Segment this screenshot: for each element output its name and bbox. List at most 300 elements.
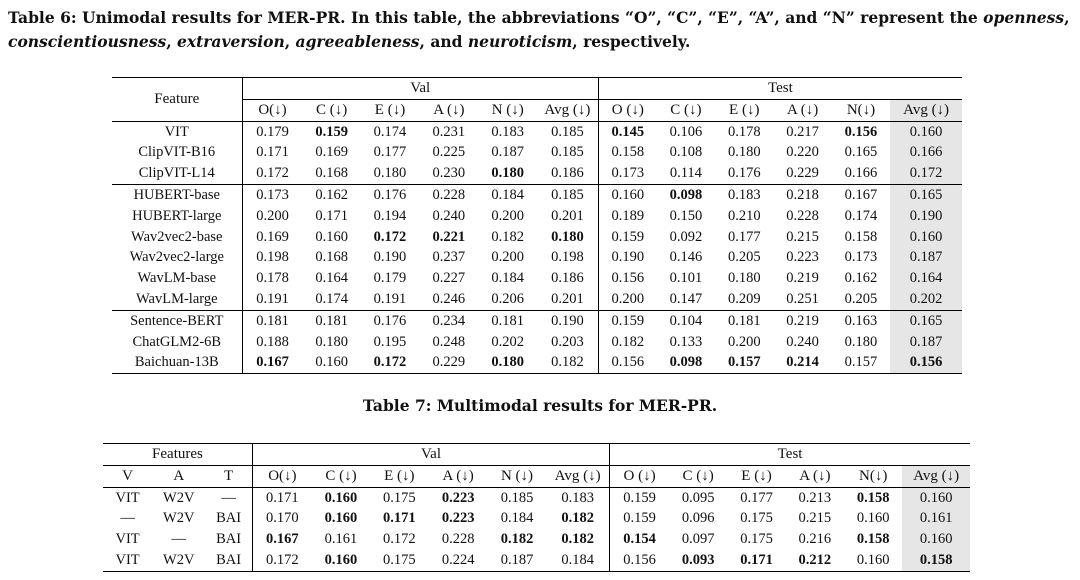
cell-value: 0.228	[432, 186, 466, 203]
test-cell	[890, 352, 962, 373]
cell-value: 0.178	[727, 123, 761, 140]
visual-feature: VIT	[115, 531, 140, 548]
val-cell	[537, 227, 598, 248]
cell-value: 0.095	[681, 489, 715, 506]
val-cell	[546, 550, 609, 571]
cell-value: 0.158	[611, 144, 645, 161]
val-cell	[302, 121, 360, 142]
val-cell	[242, 184, 302, 205]
cell-value: 0.185	[500, 489, 534, 506]
val-cell	[537, 184, 598, 205]
cell-value: 0.168	[315, 249, 348, 266]
cell-value: 0.104	[669, 312, 703, 329]
visual-feature: VIT	[115, 551, 140, 568]
cell-value: 0.185	[551, 123, 584, 140]
cell-value: 0.203	[551, 333, 584, 350]
test-cell	[832, 163, 890, 184]
cell-value: 0.167	[256, 354, 289, 371]
cell-value: 0.173	[256, 186, 289, 203]
cell-value: 0.202	[491, 333, 525, 350]
table7-test-col-header: E (↓)	[741, 467, 772, 484]
val-cell	[488, 487, 546, 508]
cell-value: 0.219	[786, 312, 819, 329]
table6-unimodal-results	[112, 77, 962, 374]
cell-value: 0.172	[909, 165, 943, 182]
cell-value: 0.219	[786, 270, 819, 287]
val-cell	[312, 508, 370, 529]
visual-feature: VIT	[115, 489, 140, 506]
test-cell	[832, 142, 890, 163]
test-cell	[773, 184, 831, 205]
cell-value: 0.176	[727, 165, 761, 182]
test-cell	[832, 352, 890, 373]
table6-test-col-header: A (↓)	[786, 101, 819, 118]
cell-value: 0.183	[727, 186, 761, 203]
val-cell	[361, 268, 419, 289]
cell-value: 0.194	[373, 207, 407, 224]
test-cell	[715, 142, 773, 163]
feature-name: ChatGLM2-6B	[112, 332, 242, 353]
test-cell	[610, 550, 669, 571]
val-cell	[242, 247, 302, 268]
test-cell	[773, 289, 831, 310]
cell-value: 0.175	[382, 551, 416, 568]
cell-value: 0.146	[669, 249, 703, 266]
cell-value: 0.180	[315, 333, 348, 350]
cell-value: 0.184	[491, 186, 525, 203]
test-cell	[773, 268, 831, 289]
table7-feature-col-header: A	[173, 467, 185, 484]
val-cell	[546, 487, 609, 508]
cell-value: 0.182	[500, 531, 534, 548]
cell-value: 0.180	[727, 144, 761, 161]
cell-value: 0.223	[441, 489, 475, 506]
cell-value: 0.206	[491, 290, 525, 307]
table7-val-col-header: N (↓)	[500, 467, 534, 484]
cell-value: 0.164	[909, 270, 943, 287]
val-cell	[537, 142, 598, 163]
val-cell	[419, 142, 478, 163]
test-cell	[890, 289, 962, 310]
val-cell	[479, 206, 537, 227]
val-cell	[419, 247, 478, 268]
val-cell	[312, 487, 370, 508]
cell-value: 0.228	[786, 207, 819, 224]
cell-value: 0.166	[909, 144, 943, 161]
table6-test-header: Test	[598, 78, 962, 100]
test-cell	[657, 352, 715, 373]
cell-value: 0.224	[441, 551, 475, 568]
cell-value: 0.164	[315, 270, 348, 287]
cell-value: 0.200	[491, 207, 525, 224]
cell-value: 0.218	[786, 186, 819, 203]
test-cell	[773, 352, 831, 373]
val-cell	[252, 508, 311, 529]
val-cell	[302, 247, 360, 268]
cell-value: 0.186	[551, 165, 584, 182]
test-cell	[657, 121, 715, 142]
text-feature: —	[205, 487, 252, 508]
cell-value: 0.202	[909, 290, 943, 307]
table6-test-col-header: N(↓)	[846, 101, 876, 118]
cell-value: 0.160	[909, 123, 943, 140]
test-cell	[715, 163, 773, 184]
cell-value: 0.180	[373, 165, 407, 182]
cell-value: 0.168	[315, 165, 348, 182]
cell-value: 0.181	[315, 312, 348, 329]
val-cell	[419, 268, 478, 289]
table-row	[103, 529, 970, 550]
cell-value: 0.159	[611, 312, 645, 329]
test-cell	[786, 487, 844, 508]
test-cell	[773, 163, 831, 184]
cell-value: 0.173	[844, 249, 878, 266]
cell-value: 0.159	[623, 489, 656, 506]
test-cell	[715, 268, 773, 289]
cell-value: 0.177	[373, 144, 407, 161]
cell-value: 0.156	[623, 551, 656, 568]
test-cell	[890, 184, 962, 205]
val-cell	[546, 508, 609, 529]
test-cell	[715, 121, 773, 142]
val-cell	[242, 310, 302, 331]
feature-name: WavLM-large	[112, 289, 242, 310]
cell-value: 0.106	[669, 123, 703, 140]
table7-val-col-header: C (↓)	[325, 467, 357, 484]
table7-caption: Table 7: Multimodal results for MER-PR.	[362, 396, 718, 415]
cell-value: 0.184	[491, 270, 525, 287]
cell-value: 0.158	[844, 228, 878, 245]
val-cell	[302, 163, 360, 184]
test-cell	[598, 227, 656, 248]
table7-test-header: Test	[610, 444, 970, 466]
test-cell	[890, 268, 962, 289]
cell-value: 0.174	[844, 207, 878, 224]
cell-value: 0.184	[500, 510, 534, 527]
cell-value: 0.248	[432, 333, 466, 350]
feature-name: Sentence-BERT	[112, 310, 242, 331]
val-cell	[312, 550, 370, 571]
cell-value: 0.092	[669, 228, 703, 245]
cell-value: 0.160	[856, 551, 890, 568]
cell-value: 0.160	[324, 551, 358, 568]
test-cell	[657, 289, 715, 310]
val-cell	[242, 206, 302, 227]
cell-value: 0.175	[740, 531, 773, 548]
test-cell	[786, 529, 844, 550]
val-cell	[302, 142, 360, 163]
table7-test-col-header: A (↓)	[799, 467, 831, 484]
cell-value: 0.177	[727, 228, 761, 245]
test-cell	[773, 227, 831, 248]
table7-test-col-header: N(↓)	[859, 467, 888, 484]
cell-value: 0.159	[315, 123, 348, 140]
table7-feature-col-header: T	[205, 465, 252, 487]
test-cell	[657, 227, 715, 248]
cell-value: 0.227	[432, 270, 466, 287]
cell-value: 0.163	[844, 312, 878, 329]
test-cell	[598, 310, 656, 331]
test-cell	[832, 247, 890, 268]
cell-value: 0.160	[919, 489, 953, 506]
cell-value: 0.098	[669, 354, 703, 371]
val-cell	[537, 289, 598, 310]
table6-val-col-header: E (↓)	[374, 101, 406, 118]
val-cell	[419, 163, 478, 184]
cell-value: 0.161	[919, 510, 953, 527]
cell-value: 0.158	[856, 531, 890, 548]
cell-value: 0.182	[491, 228, 525, 245]
cell-value: 0.160	[611, 186, 645, 203]
test-cell	[890, 142, 962, 163]
test-cell	[715, 184, 773, 205]
test-cell	[657, 332, 715, 353]
cell-value: 0.157	[844, 354, 878, 371]
cell-value: 0.166	[844, 165, 878, 182]
test-cell	[890, 227, 962, 248]
cell-value: 0.158	[856, 489, 890, 506]
cell-value: 0.165	[909, 186, 943, 203]
val-cell	[419, 121, 478, 142]
val-cell	[242, 121, 302, 142]
cell-value: 0.176	[373, 186, 407, 203]
test-cell	[890, 121, 962, 142]
test-cell	[657, 184, 715, 205]
test-cell	[902, 550, 970, 571]
audio-feature: —	[171, 531, 186, 548]
val-cell	[370, 550, 428, 571]
table7-val-col-header: Avg (↓)	[546, 465, 609, 487]
cell-value: 0.212	[798, 551, 832, 568]
val-cell	[428, 487, 487, 508]
val-cell	[252, 529, 311, 550]
val-cell	[546, 529, 609, 550]
val-cell	[419, 310, 478, 331]
cell-value: 0.181	[727, 312, 761, 329]
cell-value: 0.167	[266, 531, 299, 548]
val-cell	[419, 184, 478, 205]
table-row	[103, 487, 970, 508]
cell-value: 0.159	[623, 510, 656, 527]
cell-value: 0.180	[844, 333, 878, 350]
cell-value: 0.246	[432, 290, 466, 307]
val-cell	[361, 352, 419, 373]
val-cell	[537, 121, 598, 142]
cell-value: 0.174	[373, 123, 407, 140]
test-cell	[890, 206, 962, 227]
cell-value: 0.200	[491, 249, 525, 266]
cell-value: 0.177	[740, 489, 773, 506]
test-cell	[715, 206, 773, 227]
cell-value: 0.156	[611, 354, 645, 371]
feature-name: WavLM-base	[112, 268, 242, 289]
test-cell	[598, 184, 656, 205]
test-cell	[715, 310, 773, 331]
cell-value: 0.213	[798, 489, 832, 506]
val-cell	[479, 247, 537, 268]
cell-value: 0.191	[256, 290, 289, 307]
table-row	[112, 206, 962, 227]
cell-value: 0.097	[681, 531, 715, 548]
val-cell	[537, 268, 598, 289]
val-cell	[302, 206, 360, 227]
val-cell	[428, 550, 487, 571]
feature-name: Baichuan-13B	[112, 352, 242, 373]
val-cell	[419, 352, 478, 373]
table-row	[112, 121, 962, 142]
cell-value: 0.160	[919, 531, 953, 548]
cell-value: 0.187	[909, 249, 943, 266]
cell-value: 0.167	[844, 186, 878, 203]
test-cell	[598, 206, 656, 227]
val-cell	[479, 227, 537, 248]
test-cell	[669, 550, 727, 571]
test-cell	[669, 508, 727, 529]
cell-value: 0.220	[786, 144, 819, 161]
val-cell	[537, 310, 598, 331]
test-cell	[786, 508, 844, 529]
cell-value: 0.114	[669, 165, 702, 182]
cell-value: 0.158	[919, 551, 953, 568]
val-cell	[242, 142, 302, 163]
val-cell	[361, 184, 419, 205]
table-row	[103, 508, 970, 529]
cell-value: 0.189	[611, 207, 645, 224]
cell-value: 0.186	[551, 270, 584, 287]
cell-value: 0.171	[740, 551, 773, 568]
table6-caption: Table 6: Unimodal results for MER-PR. In this table, the abbreviations “O”, “C”, “E”, “A”, and “N” represent the openness, conscientiousness, extraversion, agreeableness, and neuroticism, respectively.	[8, 8, 1070, 51]
cell-value: 0.251	[786, 290, 819, 307]
table7-val-col-header: A (↓)	[442, 467, 474, 484]
table-row	[112, 163, 962, 184]
cell-value: 0.180	[491, 165, 525, 182]
test-cell	[669, 529, 727, 550]
cell-value: 0.160	[315, 228, 348, 245]
audio-feature: W2V	[163, 551, 195, 568]
cell-value: 0.171	[266, 489, 299, 506]
cell-value: 0.183	[491, 123, 525, 140]
val-cell	[361, 227, 419, 248]
cell-value: 0.156	[909, 354, 943, 371]
cell-value: 0.108	[669, 144, 703, 161]
cell-value: 0.145	[611, 123, 645, 140]
test-cell	[832, 227, 890, 248]
cell-value: 0.180	[727, 270, 761, 287]
test-cell	[657, 142, 715, 163]
val-cell	[479, 142, 537, 163]
cell-value: 0.210	[727, 207, 761, 224]
cell-value: 0.179	[256, 123, 289, 140]
cell-value: 0.171	[256, 144, 289, 161]
val-cell	[242, 268, 302, 289]
val-cell	[479, 352, 537, 373]
test-cell	[832, 268, 890, 289]
test-cell	[832, 206, 890, 227]
text-feature: BAI	[205, 550, 252, 571]
cell-value: 0.187	[500, 551, 534, 568]
cell-value: 0.223	[786, 249, 819, 266]
cell-value: 0.159	[611, 228, 645, 245]
val-cell	[537, 247, 598, 268]
val-cell	[370, 529, 428, 550]
val-cell	[370, 508, 428, 529]
feature-name: VIT	[112, 121, 242, 142]
test-cell	[773, 332, 831, 353]
test-cell	[727, 529, 785, 550]
val-cell	[428, 529, 487, 550]
cell-value: 0.133	[669, 333, 703, 350]
cell-value: 0.178	[256, 270, 289, 287]
val-cell	[479, 310, 537, 331]
cell-value: 0.160	[909, 228, 943, 245]
test-cell	[598, 332, 656, 353]
feature-name: Wav2vec2-large	[112, 247, 242, 268]
table-row	[112, 310, 962, 331]
cell-value: 0.162	[844, 270, 878, 287]
cell-value: 0.191	[373, 290, 407, 307]
cell-value: 0.176	[373, 312, 407, 329]
val-cell	[419, 227, 478, 248]
test-cell	[610, 508, 669, 529]
val-cell	[361, 247, 419, 268]
cell-value: 0.169	[315, 144, 348, 161]
cell-value: 0.171	[315, 207, 348, 224]
test-cell	[669, 487, 727, 508]
val-cell	[242, 332, 302, 353]
table6-val-col-header: C (↓)	[316, 101, 348, 118]
test-cell	[598, 163, 656, 184]
val-cell	[302, 227, 360, 248]
table-row	[103, 550, 970, 571]
test-cell	[786, 550, 844, 571]
text-feature: BAI	[205, 508, 252, 529]
cell-value: 0.215	[798, 510, 832, 527]
cell-value: 0.198	[256, 249, 289, 266]
test-cell	[773, 142, 831, 163]
val-cell	[302, 332, 360, 353]
feature-name: ClipVIT-L14	[112, 163, 242, 184]
cell-value: 0.229	[786, 165, 819, 182]
audio-feature: W2V	[163, 489, 195, 506]
cell-value: 0.182	[561, 531, 594, 548]
test-cell	[715, 227, 773, 248]
test-cell	[832, 184, 890, 205]
table7-test-col-header: O (↓)	[623, 467, 656, 484]
val-cell	[252, 487, 311, 508]
cell-value: 0.240	[786, 333, 819, 350]
table-row	[112, 247, 962, 268]
table7-features-header: Features	[103, 444, 252, 466]
test-cell	[715, 332, 773, 353]
table6-test-col-header: E (↓)	[729, 101, 760, 118]
val-cell	[312, 529, 370, 550]
test-cell	[657, 247, 715, 268]
test-cell	[844, 529, 902, 550]
cell-value: 0.217	[786, 123, 819, 140]
val-cell	[537, 163, 598, 184]
feature-name: HUBERT-base	[112, 184, 242, 205]
cell-value: 0.200	[727, 333, 761, 350]
test-cell	[890, 310, 962, 331]
val-cell	[302, 310, 360, 331]
test-cell	[610, 487, 669, 508]
test-cell	[832, 289, 890, 310]
val-cell	[479, 163, 537, 184]
cell-value: 0.195	[373, 333, 407, 350]
table6-val-header: Val	[242, 78, 598, 100]
test-cell	[844, 508, 902, 529]
table7-test-col-header: Avg (↓)	[902, 465, 970, 487]
